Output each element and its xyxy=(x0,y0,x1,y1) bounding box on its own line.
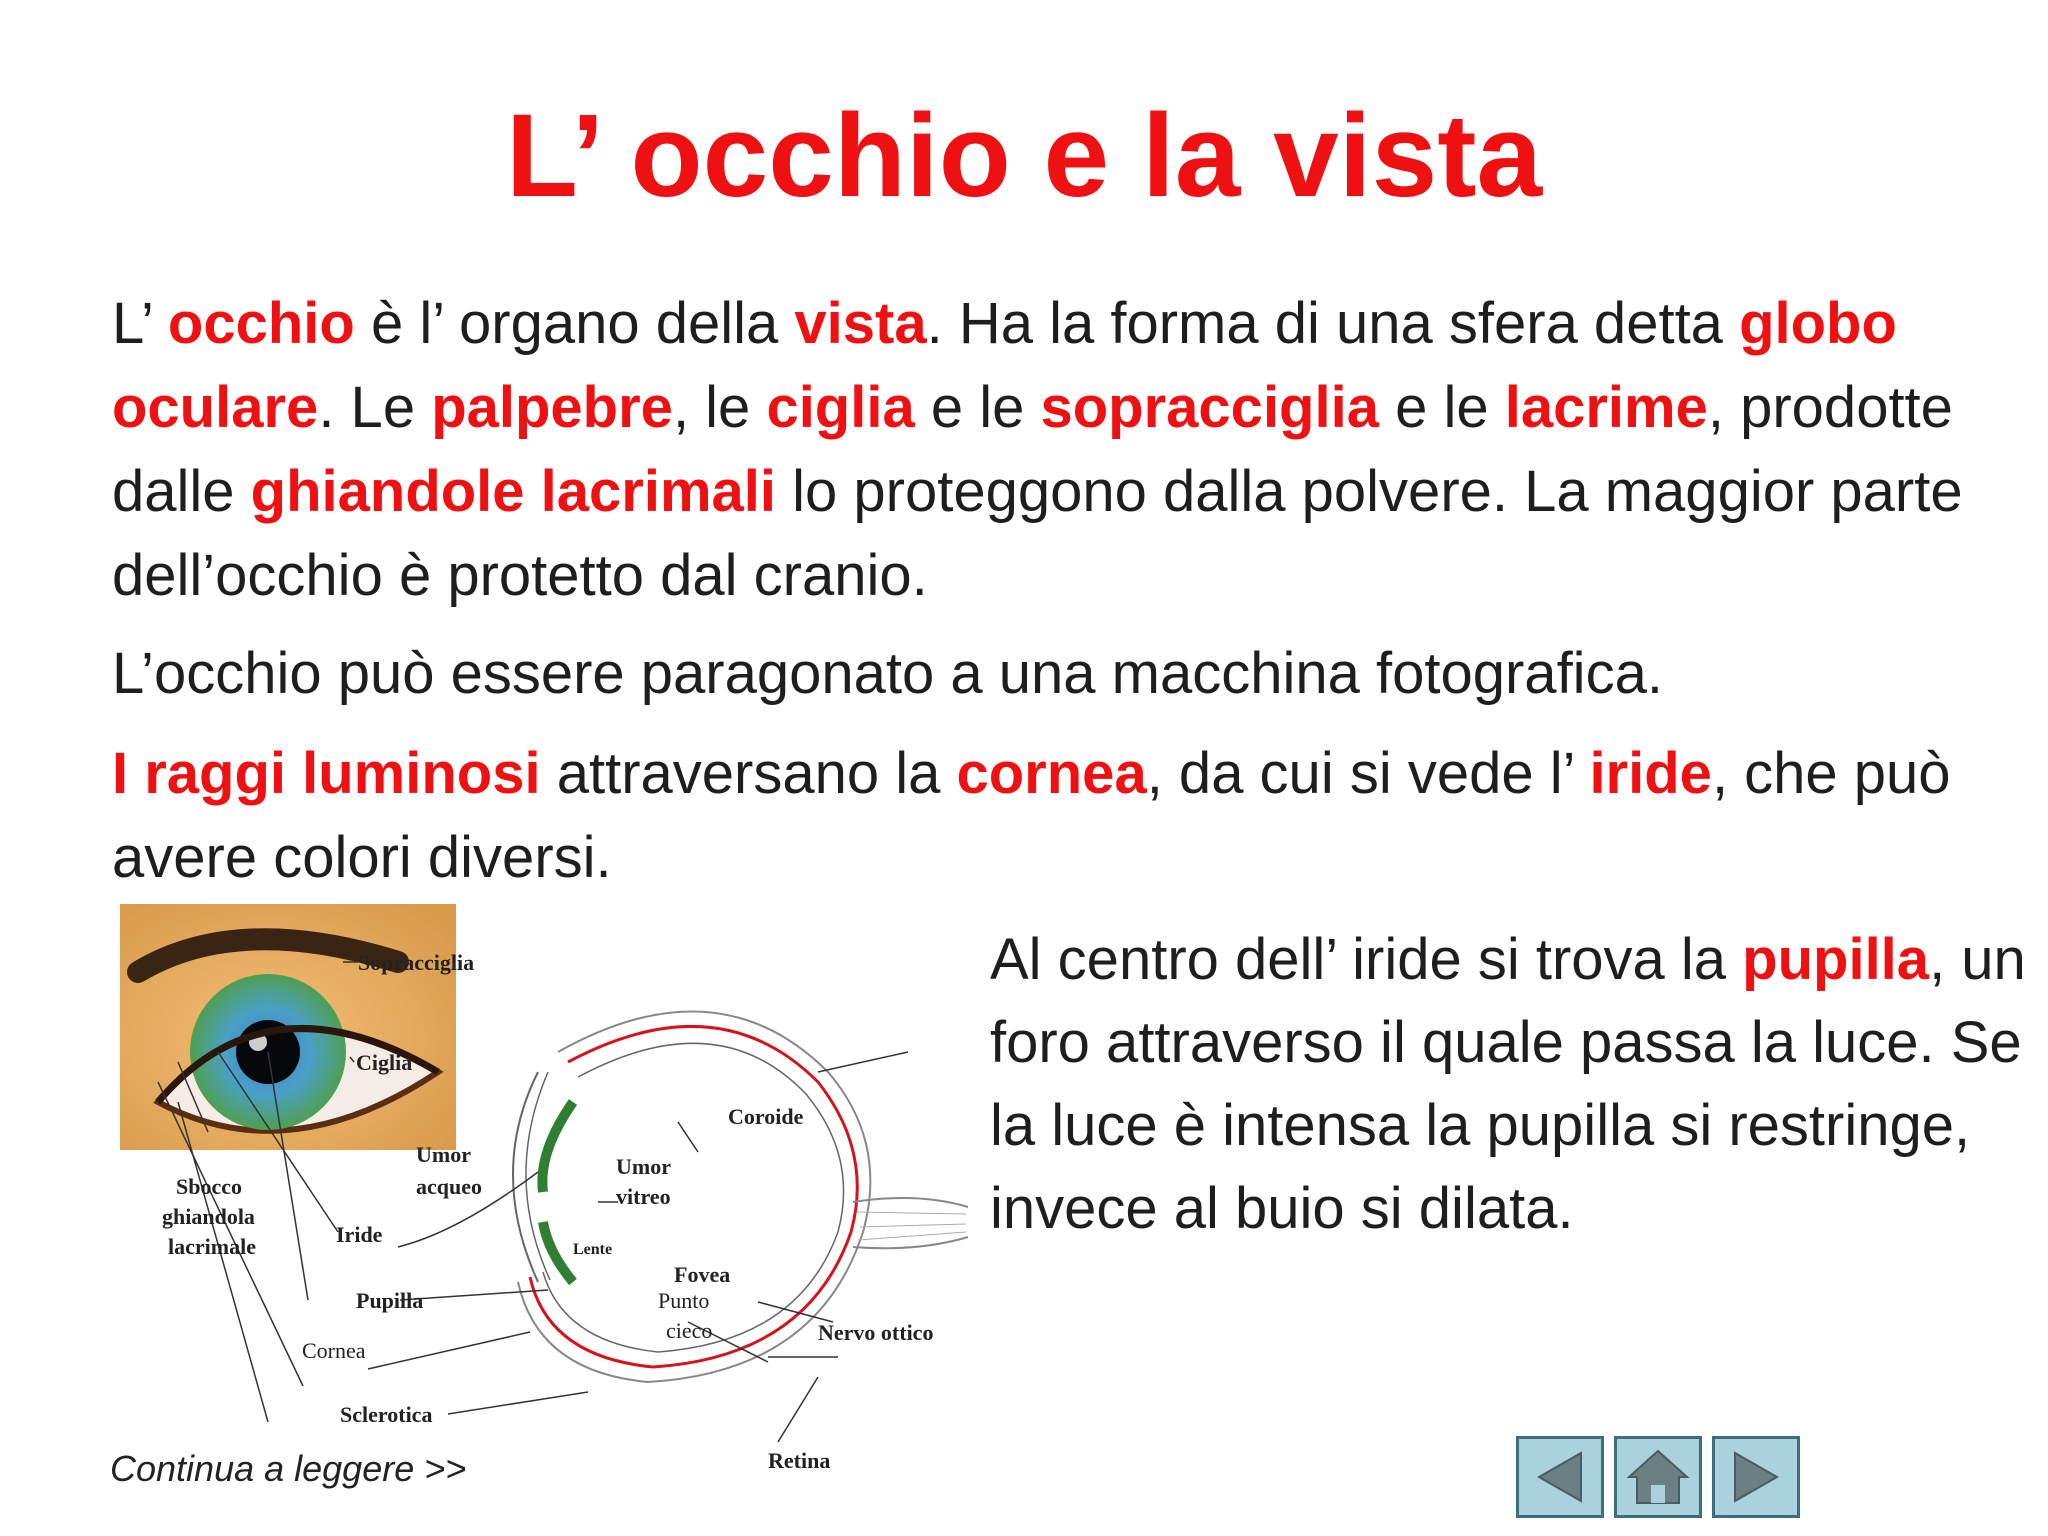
label-punto-cieco-1: Punto xyxy=(658,1288,710,1313)
continue-reading-link[interactable]: Continua a leggere >> xyxy=(110,1448,467,1489)
label-pupilla: Pupilla xyxy=(356,1288,424,1313)
text-span: e le xyxy=(914,375,1041,440)
label-lente: Lente xyxy=(573,1241,613,1258)
prev-button[interactable] xyxy=(1516,1436,1604,1518)
text-span: , che può avere colori diversi. xyxy=(112,741,1951,890)
text-span: , prodotte dalle xyxy=(112,375,1953,524)
label-cornea: Cornea xyxy=(302,1338,366,1363)
text-span: . Ha la forma di una sfera detta xyxy=(926,291,1740,356)
house-icon xyxy=(1617,1439,1699,1515)
triangle-left-icon xyxy=(1519,1439,1601,1515)
home-button[interactable] xyxy=(1614,1436,1702,1518)
text-span: lo proteggono dalla polvere. La maggior parte dell’occhio è protetto dal cranio. xyxy=(112,459,1963,608)
camera-comparison-paragraph: L’occhio può essere paragonato a una macchina fotografica. xyxy=(112,641,1663,706)
next-button[interactable] xyxy=(1712,1436,1800,1518)
label-sbocco-2: ghiandola xyxy=(162,1204,255,1229)
triangle-right-icon xyxy=(1715,1439,1797,1515)
text-span: , da cui si vede l’ xyxy=(1146,741,1590,806)
text-span: . Le xyxy=(318,375,432,440)
text-span: , le xyxy=(672,375,767,440)
term-occhio: occhio xyxy=(167,291,355,356)
label-umor-vitreo-1: Umor xyxy=(616,1154,671,1179)
text-span: Al centro dell’ iride si trova la xyxy=(990,927,1743,992)
term-iride: iride xyxy=(1589,741,1712,806)
term-cornea: cornea xyxy=(956,741,1147,806)
label-umor-vitreo-2: vitreo xyxy=(616,1184,671,1209)
label-punto-cieco-2: cieco xyxy=(666,1318,713,1343)
label-umor-acqueo-1: Umor xyxy=(416,1142,471,1167)
label-umor-acqueo-2: acqueo xyxy=(416,1174,482,1199)
term-pupilla: pupilla xyxy=(1742,927,1930,992)
term-vista: vista xyxy=(794,291,927,356)
term-sopracciglia: sopracciglia xyxy=(1040,375,1379,440)
label-coroide: Coroide xyxy=(728,1104,804,1129)
term-palpebre: palpebre xyxy=(431,375,673,440)
intro-paragraph xyxy=(112,282,1992,618)
text-span: è l’ organo della xyxy=(354,291,795,356)
label-retina: Retina xyxy=(768,1448,831,1472)
term-raggi-luminosi: I raggi luminosi xyxy=(112,741,541,806)
label-iride: Iride xyxy=(336,1222,383,1247)
term-ghiandole-lacrimali: ghiandole lacrimali xyxy=(250,459,777,524)
label-sopracciglia: Sopracciglia xyxy=(358,950,475,975)
label-fovea: Fovea xyxy=(674,1262,731,1287)
label-sclerotica: Sclerotica xyxy=(340,1402,433,1427)
term-globo-oculare: globo oculare xyxy=(112,291,1897,440)
text-span: attraversano la xyxy=(540,741,957,806)
text-span: e le xyxy=(1378,375,1505,440)
light-rays-paragraph xyxy=(112,732,1992,900)
eye-photo xyxy=(120,904,456,1150)
label-sbocco-1: Sbocco xyxy=(176,1174,242,1199)
label-sbocco-3: lacrimale xyxy=(168,1234,256,1259)
eye-anatomy-diagram xyxy=(118,902,978,1472)
label-ciglia: Ciglia xyxy=(356,1050,413,1075)
label-nervo-ottico: Nervo ottico xyxy=(818,1320,934,1345)
text-span: , un foro attraverso il quale passa la luce. Se la luce è intensa la pupilla si restringe, invece al buio si dilata. xyxy=(990,927,2026,1241)
page-title: L’ occhio e la vista xyxy=(505,90,1543,222)
term-lacrime: lacrime xyxy=(1504,375,1708,440)
text-span: L’ xyxy=(112,291,168,356)
pupil-paragraph xyxy=(990,918,2030,1250)
term-ciglia: ciglia xyxy=(766,375,915,440)
